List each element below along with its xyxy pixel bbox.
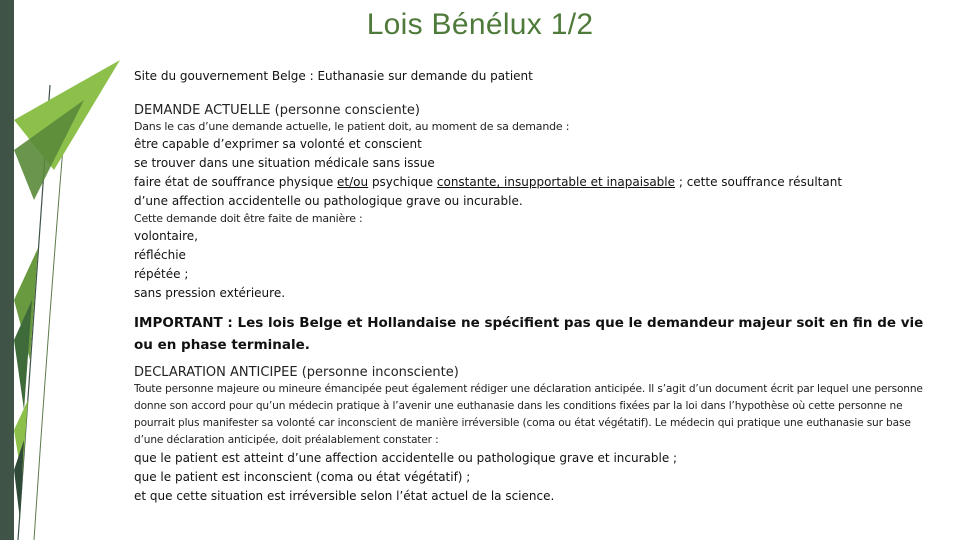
source-caption: Site du gouvernement Belge : Euthanasie sur demande du patient: [134, 69, 533, 83]
condition-item: se trouver dans une situation médicale sans issue: [134, 156, 435, 170]
text-span: faire état de souffrance physique: [134, 175, 338, 189]
underlined-text: et/ou: [337, 175, 369, 189]
section-heading-declaration-anticipee: DECLARATION ANTICIPEE (personne inconsciente): [134, 365, 459, 380]
section-intro: Dans le cas d’une demande actuelle, le patient doit, au moment de sa demande :: [134, 120, 570, 133]
slide-content: [134, 102, 934, 506]
section-heading-demande-actuelle: DEMANDE ACTUELLE (personne consciente): [134, 103, 420, 118]
manner-item: sans pression extérieure.: [134, 286, 286, 300]
condition-item: et que cette situation est irréversible selon l’état actuel de la science.: [134, 489, 555, 503]
text-span: psychique: [368, 175, 437, 189]
text-span: ; cette souffrance résultant: [675, 175, 843, 189]
slide-title: Lois Bénélux 1/2: [366, 8, 594, 41]
manner-item: réfléchie: [134, 248, 186, 262]
underlined-text: constante, insupportable et inapaisable: [436, 175, 676, 189]
condition-suffering-cont: d’une affection accidentelle ou pathologique grave ou incurable.: [134, 194, 523, 208]
left-sidebar-bar: [0, 0, 14, 540]
condition-item: que le patient est atteint d’une affection accidentelle ou pathologique grave et incurable ;: [134, 451, 678, 465]
section-paragraph: Toute personne majeure ou mineure émancipée peut également rédiger une déclaration anticipée. Il s’agit d’un document écrit par lequel une personne donne son accord pour qu’un médecin pratique à l’avenir une euthanasie dans les conditions fixées par la loi dans l’hypothèse où cette personne ne pourrait plus manifester sa volonté car inconscient de manière irréversible (coma ou état végétatif). Le médecin qui pratique une euthanasie sur base d’une déclaration anticipée, doit préalablement constater :: [134, 383, 923, 446]
condition-suffering: [134, 173, 934, 192]
condition-item: que le patient est inconscient (coma ou état végétatif) ;: [134, 470, 471, 484]
manner-item: répétée ;: [134, 267, 189, 281]
important-note: IMPORTANT : Les lois Belge et Hollandaise ne spécifient pas que le demandeur majeur soit en fin de vie ou en phase terminale.: [134, 315, 924, 353]
manner-intro: Cette demande doit être faite de manière :: [134, 212, 363, 225]
condition-item: être capable d’exprimer sa volonté et conscient: [134, 137, 422, 151]
decorative-green-arrows: [14, 0, 144, 540]
manner-item: volontaire,: [134, 229, 198, 243]
